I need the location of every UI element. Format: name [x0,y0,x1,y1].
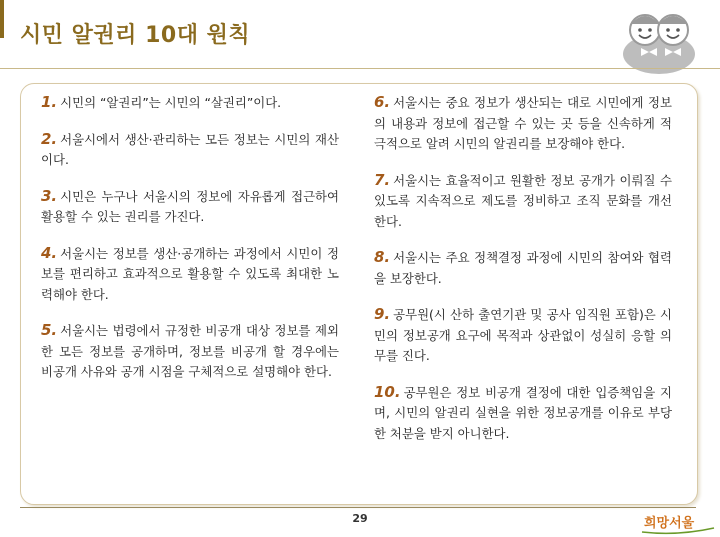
principle-text: 시민은 누구나 서울시의 정보에 자유롭게 접근하여 활용할 수 있는 권리를 가진다. [41,188,339,224]
principle-item [41,92,339,114]
principles-panel [20,83,698,505]
principle-item [374,304,672,367]
title-accent-bar [0,0,4,38]
principles-left-column [41,92,339,398]
page-number: 29 [352,512,368,525]
principle-text: 시민의 “알권리”는 시민의 “살권리”이다. [60,95,282,110]
principle-item [41,243,339,306]
principle-number: 6. [374,93,391,111]
principle-number: 1. [41,93,58,111]
hope-seoul-logo [638,510,718,536]
two-smiling-faces-icon [621,4,697,76]
principle-item [374,382,672,445]
footer-divider [20,507,696,508]
title-divider [0,68,720,69]
principle-text: 서울시는 주요 정책결정 과정에 시민의 참여와 협력을 보장한다. [374,250,672,286]
principle-text: 공무원은 정보 비공개 결정에 대한 입증책임을 지며, 시민의 알권리 실현을 위한 정보공개를 이유로 부당한 처분을 받지 아니한다. [374,384,672,441]
principle-number: 9. [374,305,391,323]
principle-number: 3. [41,186,58,205]
principle-item [374,92,672,155]
principle-number: 8. [374,248,391,266]
principle-number: 5. [41,321,58,339]
principle-number: 4. [41,243,58,262]
principle-text: 서울시는 법령에서 규정한 비공개 대상 정보를 제외한 모든 정보를 공개하며, 정보를 비공개 할 경우에는 비공개 사유와 공개 시점을 구체적으로 설명해야 한다. [41,323,339,379]
principle-number: 2. [41,129,58,148]
principles-right-column [374,92,672,459]
principle-text: 서울시는 중요 정보가 생산되는 대로 시민에게 정보의 내용과 정보에 접근할 수 있는 곳 등을 신속하게 적극적으로 알려 시민의 알권리를 보장해야 한다. [374,95,672,151]
principle-item [41,129,339,171]
principle-number: 7. [374,170,391,189]
principle-text: 서울시는 정보를 생산·공개하는 과정에서 시민이 정보를 편리하고 효과적으로 활용할 수 있도록 최대한 노력해야 한다. [41,245,339,302]
principle-item [41,320,339,383]
principle-text: 서울시는 효율적이고 원활한 정보 공개가 이뤄질 수 있도록 지속적으로 제도를 정비하고 조직 문화를 개선한다. [374,172,672,229]
principle-text: 공무원(시 산하 출연기관 및 공사 임직원 포함)은 시민의 정보공개 요구에 목적과 상관없이 성실히 응할 의무를 진다. [374,307,672,363]
principle-number: 10. [374,382,401,401]
principle-item [374,170,672,233]
page-title: 시민 알권리 10대 원칙 [20,23,251,48]
principle-item [374,247,672,289]
logo-text: 희망서울 [644,516,695,531]
principle-text: 서울시에서 생산·관리하는 모든 정보는 시민의 재산이다. [41,131,339,167]
principle-item [41,186,339,228]
